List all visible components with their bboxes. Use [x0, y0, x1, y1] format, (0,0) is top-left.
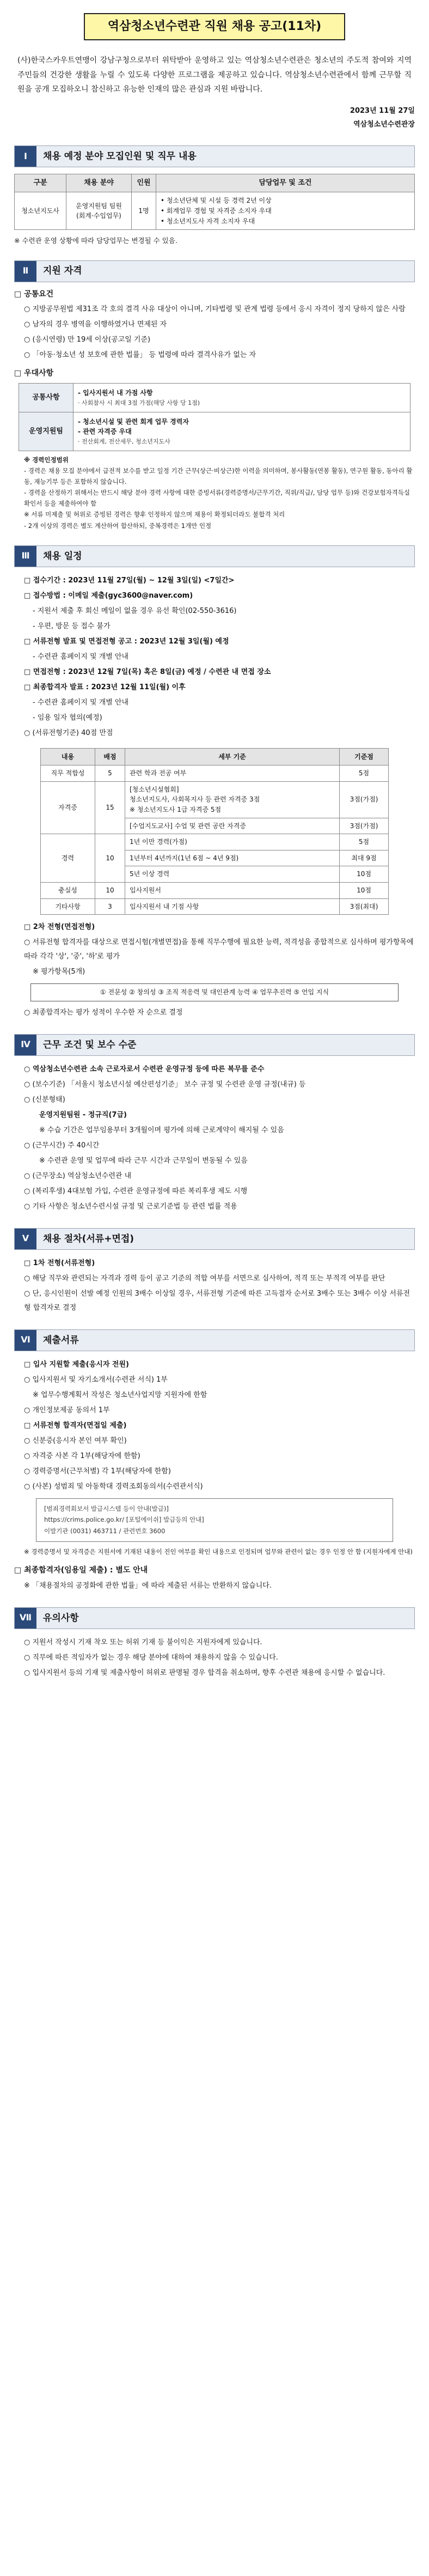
list-item: ○ (근무장소) 역삼청소년수련관 내	[24, 1171, 132, 1180]
cell: 직무 적합성	[41, 765, 95, 782]
list-item: ○ (보수기준) 「서울시 청소년시설 예산편성기준」 보수 규정 및 수련관 운영 규정(내규) 등	[24, 1080, 306, 1089]
list-item: ○ (근무시간) 주 40시간	[24, 1141, 100, 1150]
table-row	[41, 883, 389, 899]
section-title: 유의사항	[36, 1608, 414, 1629]
section-number: Ⅵ	[15, 1330, 36, 1351]
cell-field: 운영지원팀 팀원 (회계·수입업무)	[66, 192, 132, 230]
notice-item: ○ 직무에 따른 적임자가 없는 경우 해당 분야에 대하여 채용하지 않을 수 있습니다.	[24, 1653, 278, 1662]
list-item: ○ 신분증(응시자 본인 여부 확인)	[24, 1436, 127, 1445]
section-title: 지원 자격	[36, 261, 414, 282]
common-req-item: ○ 「아동·청소년 성 보호에 관한 법률」 등 법령에 따라 결격사유가 없는 자	[24, 351, 256, 360]
col-header: 채용 분야	[66, 174, 132, 192]
docs-warning: ※ 경력증명서 및 자격증은 지원서에 기재된 내용이 진인 여부를 확인 내용으로 인정되며 업무와 관련이 없는 경우 인정 안 함 (지원자에게 안내)	[24, 1547, 413, 1556]
col-header: 세부 기준	[125, 748, 340, 765]
list-item: □ 서류전형 발표 및 면접전형 공고 : 2023년 12월 3일(월) 예정	[24, 637, 229, 646]
career-notes	[24, 454, 413, 531]
cell: 10점	[340, 866, 389, 883]
list-item: ○ 해당 직무와 관련되는 자격과 경력 등이 공고 기준의 적합 여부를 서면으로 심사하여, 적격 또는 부적격 여부를 판단	[24, 1274, 385, 1283]
cell: 1년부터 4년까지(1년 6점 ~ 4년 9점)	[125, 850, 340, 866]
cell: 3점(가점)	[340, 781, 389, 818]
section-number: Ⅳ	[15, 1035, 36, 1055]
cell: 5점	[340, 765, 389, 782]
cell: 10	[95, 883, 125, 899]
list-item: □ 서류전형 합격자(면접일 제출)	[24, 1421, 127, 1430]
section-header-3	[14, 545, 415, 567]
section-title: 근무 조건 및 보수 수준	[36, 1035, 414, 1055]
col-header: 담당업무 및 조건	[156, 174, 415, 192]
common-req-item: ○ 지방공무원법 제31조 각 호의 결격 사유 대상이 아니며, 기타법령 및 관계 법령 등에서 응시 자격이 정지 당하지 않은 사람	[24, 305, 406, 314]
notice-item: ○ 지원서 작성시 기재 착오 또는 허위 기재 등 불이익은 지원자에게 있습니다.	[24, 1638, 262, 1647]
cell: [수업지도교사] 수업 및 관련 공란 자격증	[125, 818, 340, 834]
list-item: ○ (사본) 성범죄 및 아동학대 경력조회동의서(수련관서식)	[24, 1482, 203, 1491]
cell: 5점	[340, 834, 389, 850]
cell: 입사지원서	[125, 883, 340, 899]
cell: 경력	[41, 834, 95, 883]
list-item: ○ 역삼청소년수련관 소속 근로자로서 수련관 운영규정 등에 따른 복무를 준수	[24, 1065, 265, 1073]
pref-label: 공통사항	[19, 383, 73, 412]
list-item: ○ 단, 응시인원이 선발 예정 인원의 3배수 이상일 경우, 서류전형 기준에 따른 고득점자 순서로 3배수 또는 3배수 이상 서류전형 합격자로 결정	[24, 1289, 410, 1312]
list-item: □ 2차 전형(면접전형)	[24, 923, 95, 932]
career-note-title: ※ 경력인정범위	[24, 455, 69, 464]
list-item: ○ 입사지원서 및 자기소개서(수련관 서식) 1부	[24, 1375, 168, 1384]
pref-head: - 청소년시설 및 관련 회계 업무 경력자 - 관련 자격증 우대	[78, 417, 189, 436]
section-header-1	[14, 145, 415, 167]
list-item: ○ 경력증명서(근무처별) 각 1부(해당자에 한함)	[24, 1467, 171, 1475]
table-row	[15, 192, 415, 230]
table-row	[41, 765, 389, 782]
pref-head: - 입사지원서 내 가점 사항	[78, 388, 153, 397]
common-req-item: ○ (응시연령) 만 19세 이상(공고일 기준)	[24, 336, 151, 344]
list-item: - 우편, 방문 등 접수 불가	[33, 622, 111, 630]
table-row	[41, 898, 389, 915]
title-wrap	[14, 13, 415, 40]
list-item: □ 접수방법 : 이메일 제출(gyc3600@naver.com)	[24, 591, 193, 600]
notice-meta	[14, 105, 415, 131]
list-item: 운영지원팀원 - 정규직(7급)	[39, 1110, 127, 1119]
list-item: ※ 평가항목(5개)	[33, 968, 85, 976]
list-item: ○ (신분형태)	[24, 1095, 65, 1104]
section-number: Ⅱ	[15, 261, 36, 282]
final-docs-heading: □ 최종합격자(임용일 제출) : 별도 안내	[14, 1565, 148, 1575]
career-note: - 경력은 채용 모집 분야에서 급전적 보수를 받고 일정 기간 근무(상근·비상근)한 이력을 의미하며, 봉사활동(연봉 활동), 연구원 활동, 동아리 활동, 재능기부 등은 포함하지 않습니다.	[24, 466, 413, 486]
list-item: □ 입사 지원할 제출(응시자 전원)	[24, 1360, 129, 1369]
cell: 10	[95, 834, 125, 883]
schedule-list	[14, 574, 415, 740]
cell: 최대 9점	[340, 850, 389, 866]
section-number: Ⅶ	[15, 1608, 36, 1629]
list-item: ※ 수련관 운영 및 업무에 따라 근무 시간과 근무일이 변동될 수 있음	[39, 1156, 248, 1165]
section-header-5	[14, 1228, 415, 1250]
common-req-heading: □ 공통요건	[14, 289, 54, 299]
list-item: ○ 개인정보제공 동의서 1부	[24, 1406, 110, 1414]
notice-item: ○ 입사지원서 등의 기재 및 제출사항이 허위로 판명될 경우 합격을 취소하며, 향후 수련관 채용에 응시할 수 없습니다.	[24, 1668, 385, 1677]
process-list	[14, 1256, 415, 1315]
list-item: □ 면접전형 : 2023년 12월 7일(목) 혹은 8일(금) 예정 / 수련관 내 면접 장소	[24, 667, 271, 676]
cell-duties	[156, 192, 415, 230]
list-item: - 수련관 홈페이지 및 개별 안내	[33, 698, 129, 707]
col-header: 인원	[132, 174, 156, 192]
table-row	[41, 834, 389, 850]
pref-sub: · 사회참사 시 최대 3점 가점(해당 사항 당 1점)	[78, 399, 200, 406]
job-table-header	[15, 174, 415, 192]
col-header: 기준점	[340, 748, 389, 765]
score-table	[40, 748, 389, 915]
section-header-7	[14, 1607, 415, 1629]
table-row	[41, 781, 389, 818]
career-note: - 경력을 산정하기 위해서는 반드시 해당 분야 경력 사항에 대한 증빙서류(경력증명서/근무기간, 직위/직급/, 담당 업무 등)와 건강보험자격득실확인서 등을 제출하여야 함	[24, 489, 410, 508]
duty-item: • 회계업무 경험 및 자격증 소지자 우대	[161, 206, 272, 215]
work-list	[14, 1062, 415, 1214]
criteria-box: ① 전문성 ② 창의성 ③ 조직 적응력 및 대인관계 능력 ④ 업무추진력 ⑤ 언입 지식	[30, 983, 399, 1001]
list-item: □ 접수기간 : 2023년 11월 27일(월) ~ 12월 3일(일) <7일간>	[24, 576, 235, 585]
duty-item: • 청소년지도사 자격 소지자 우대	[161, 217, 255, 225]
job-table	[14, 174, 415, 230]
list-item: ○ 기타 사항은 청소년수련시설 규정 및 근로기준법 등 관련 법률 적용	[24, 1202, 237, 1211]
duty-item: • 청소년단체 및 시설 등 경력 2년 이상	[161, 197, 272, 205]
list-item: - 지원서 제출 후 회신 메일이 없을 경우 유선 확인(02-550-3616)	[33, 606, 237, 615]
cell: [청소년시설협회] 청소년지도사, 사회복지사 등 관련 자격증 3점 ※ 청소년지도사 1급 자격증 5점	[125, 781, 340, 818]
career-note: - 2개 이상의 경력은 별도 계산하여 합산하되, 중복경력은 1개만 인정	[24, 521, 212, 530]
list-item: ○ (복리후생) 4대보험 가입, 수련관 운영규정에 따른 복리후생 제도 시행	[24, 1187, 248, 1195]
cell: 3	[95, 898, 125, 915]
cell-count: 1명	[132, 192, 156, 230]
list-item: ○ (서류전형기준) 40점 만점	[24, 728, 113, 737]
list-item: ○ 서류전형 합격자를 대상으로 면접시험(개별면접)을 통해 직무수행에 필요한 능력, 적격성을 종합적으로 심사하며 평가항목에 따라 각각 '상', '중', '하'로 평가	[24, 938, 414, 961]
table-row	[19, 412, 410, 451]
pref-table	[19, 383, 410, 451]
cell: 5년 이상 경력	[125, 866, 340, 883]
cell: 3점(가점)	[340, 818, 389, 834]
notice-org: 역삼청소년수련관장	[353, 120, 415, 129]
table-row	[19, 383, 410, 412]
job-note: ※ 수련관 운영 상황에 따라 담당업무는 변경될 수 있음.	[14, 236, 177, 245]
box-line: 이발기관 (0031) 463711 / 관련번호 3600	[44, 1527, 166, 1535]
section-title: 채용 일정	[36, 546, 414, 567]
career-note: ※ 서류 미제출 및 허위로 증빙된 경력은 향후 인정하지 않으며 채용이 확정되더라도 불합격 처리	[24, 511, 285, 519]
list-item: □ 1차 전형(서류전형)	[24, 1259, 95, 1267]
docs-list	[14, 1358, 415, 1494]
cell: 3점(최대)	[340, 898, 389, 915]
list-item: ※ 업무수행계획서 작성은 청소년사업지망 지원자에 한함	[33, 1390, 207, 1399]
cell: 관련 학과 전공 여부	[125, 765, 340, 782]
cell: 충실성	[41, 883, 95, 899]
notice-date: 2023년 11월 27일	[350, 106, 415, 115]
col-header: 내용	[41, 748, 95, 765]
section-header-6	[14, 1329, 415, 1351]
section-title: 채용 절차(서류+면접)	[36, 1229, 414, 1249]
pref-content	[73, 412, 410, 451]
section-title: 제출서류	[36, 1330, 414, 1351]
section-header-2	[14, 260, 415, 282]
list-item: - 임용 일자 협의(예정)	[33, 713, 102, 722]
section-number: Ⅰ	[15, 146, 36, 167]
pref-heading: □ 우대사항	[14, 369, 54, 378]
section-number: Ⅲ	[15, 546, 36, 567]
interview-list	[14, 920, 415, 979]
col-header: 배점	[95, 748, 125, 765]
final-docs-note: ※ 「채용절차의 공정화에 관한 법률」에 따라 제출된 서류는 반환하지 않습니다.	[24, 1581, 272, 1590]
cell: 15	[95, 781, 125, 834]
intro-text: (사)한국스카우트연맹이 강남구청으로부터 위탁받아 운영하고 있는 역삼청소년수련관은 청소년의 주도적 참여와 지역주민들의 건강한 생활을 누릴 수 있도록 다양한 프로그램을 제공하고 있습니다. 역삼청소년수련관에서 함께 근무할 직원을 공개 모집하오니 참신하고 유능한 인재의 많은 관심과 지원 바랍니다.	[17, 56, 412, 94]
list-item: ※ 수습 기간은 업무임용부터 3개월이며 평가에 의해 근로계약이 해지될 수 있음	[39, 1126, 284, 1134]
crime-check-box	[36, 1498, 393, 1542]
cell: 기타사항	[41, 898, 95, 915]
pref-sub: · 전산회계, 전산세무, 청소년지도사	[78, 438, 170, 445]
section-number: Ⅴ	[15, 1229, 36, 1249]
pref-content	[73, 383, 410, 412]
cell: 자격증	[41, 781, 95, 834]
cell-type: 청소년지도사	[15, 192, 66, 230]
box-line: https://crims.police.go.kr/ [포털에이쉬] 발급등의 안내]	[44, 1516, 204, 1524]
box-line: [범죄경력회보서 발급시스템 등이 안내(발급)]	[44, 1504, 169, 1512]
section-title: 채용 예정 분야 모집인원 및 직무 내용	[36, 146, 414, 167]
section-header-4	[14, 1034, 415, 1056]
cell: 5	[95, 765, 125, 782]
cell: 입사지원서 내 기점 사항	[125, 898, 340, 915]
col-header: 구분	[15, 174, 66, 192]
page-title: 역삼청소년수련관 직원 채용 공고(11차)	[84, 13, 345, 40]
score-table-header	[41, 748, 389, 765]
cell: 10점	[340, 883, 389, 899]
list-item: □ 최종합격자 발표 : 2023년 12월 11일(월) 이후	[24, 683, 186, 691]
list-item: - 수련관 홈페이지 및 개별 안내	[33, 652, 129, 661]
list-item: ○ 자격증 사본 각 1부(해당자에 한함)	[24, 1451, 140, 1460]
pref-label: 운영지원팀	[19, 412, 73, 451]
final-decision: ○ 최종합격자는 평가 성적이 우수한 자 순으로 결정	[24, 1008, 183, 1017]
common-req-item: ○ 남자의 경우 병역을 이행하였거나 면제된 자	[24, 320, 167, 329]
cell: 1년 이만 경력(가점)	[125, 834, 340, 850]
